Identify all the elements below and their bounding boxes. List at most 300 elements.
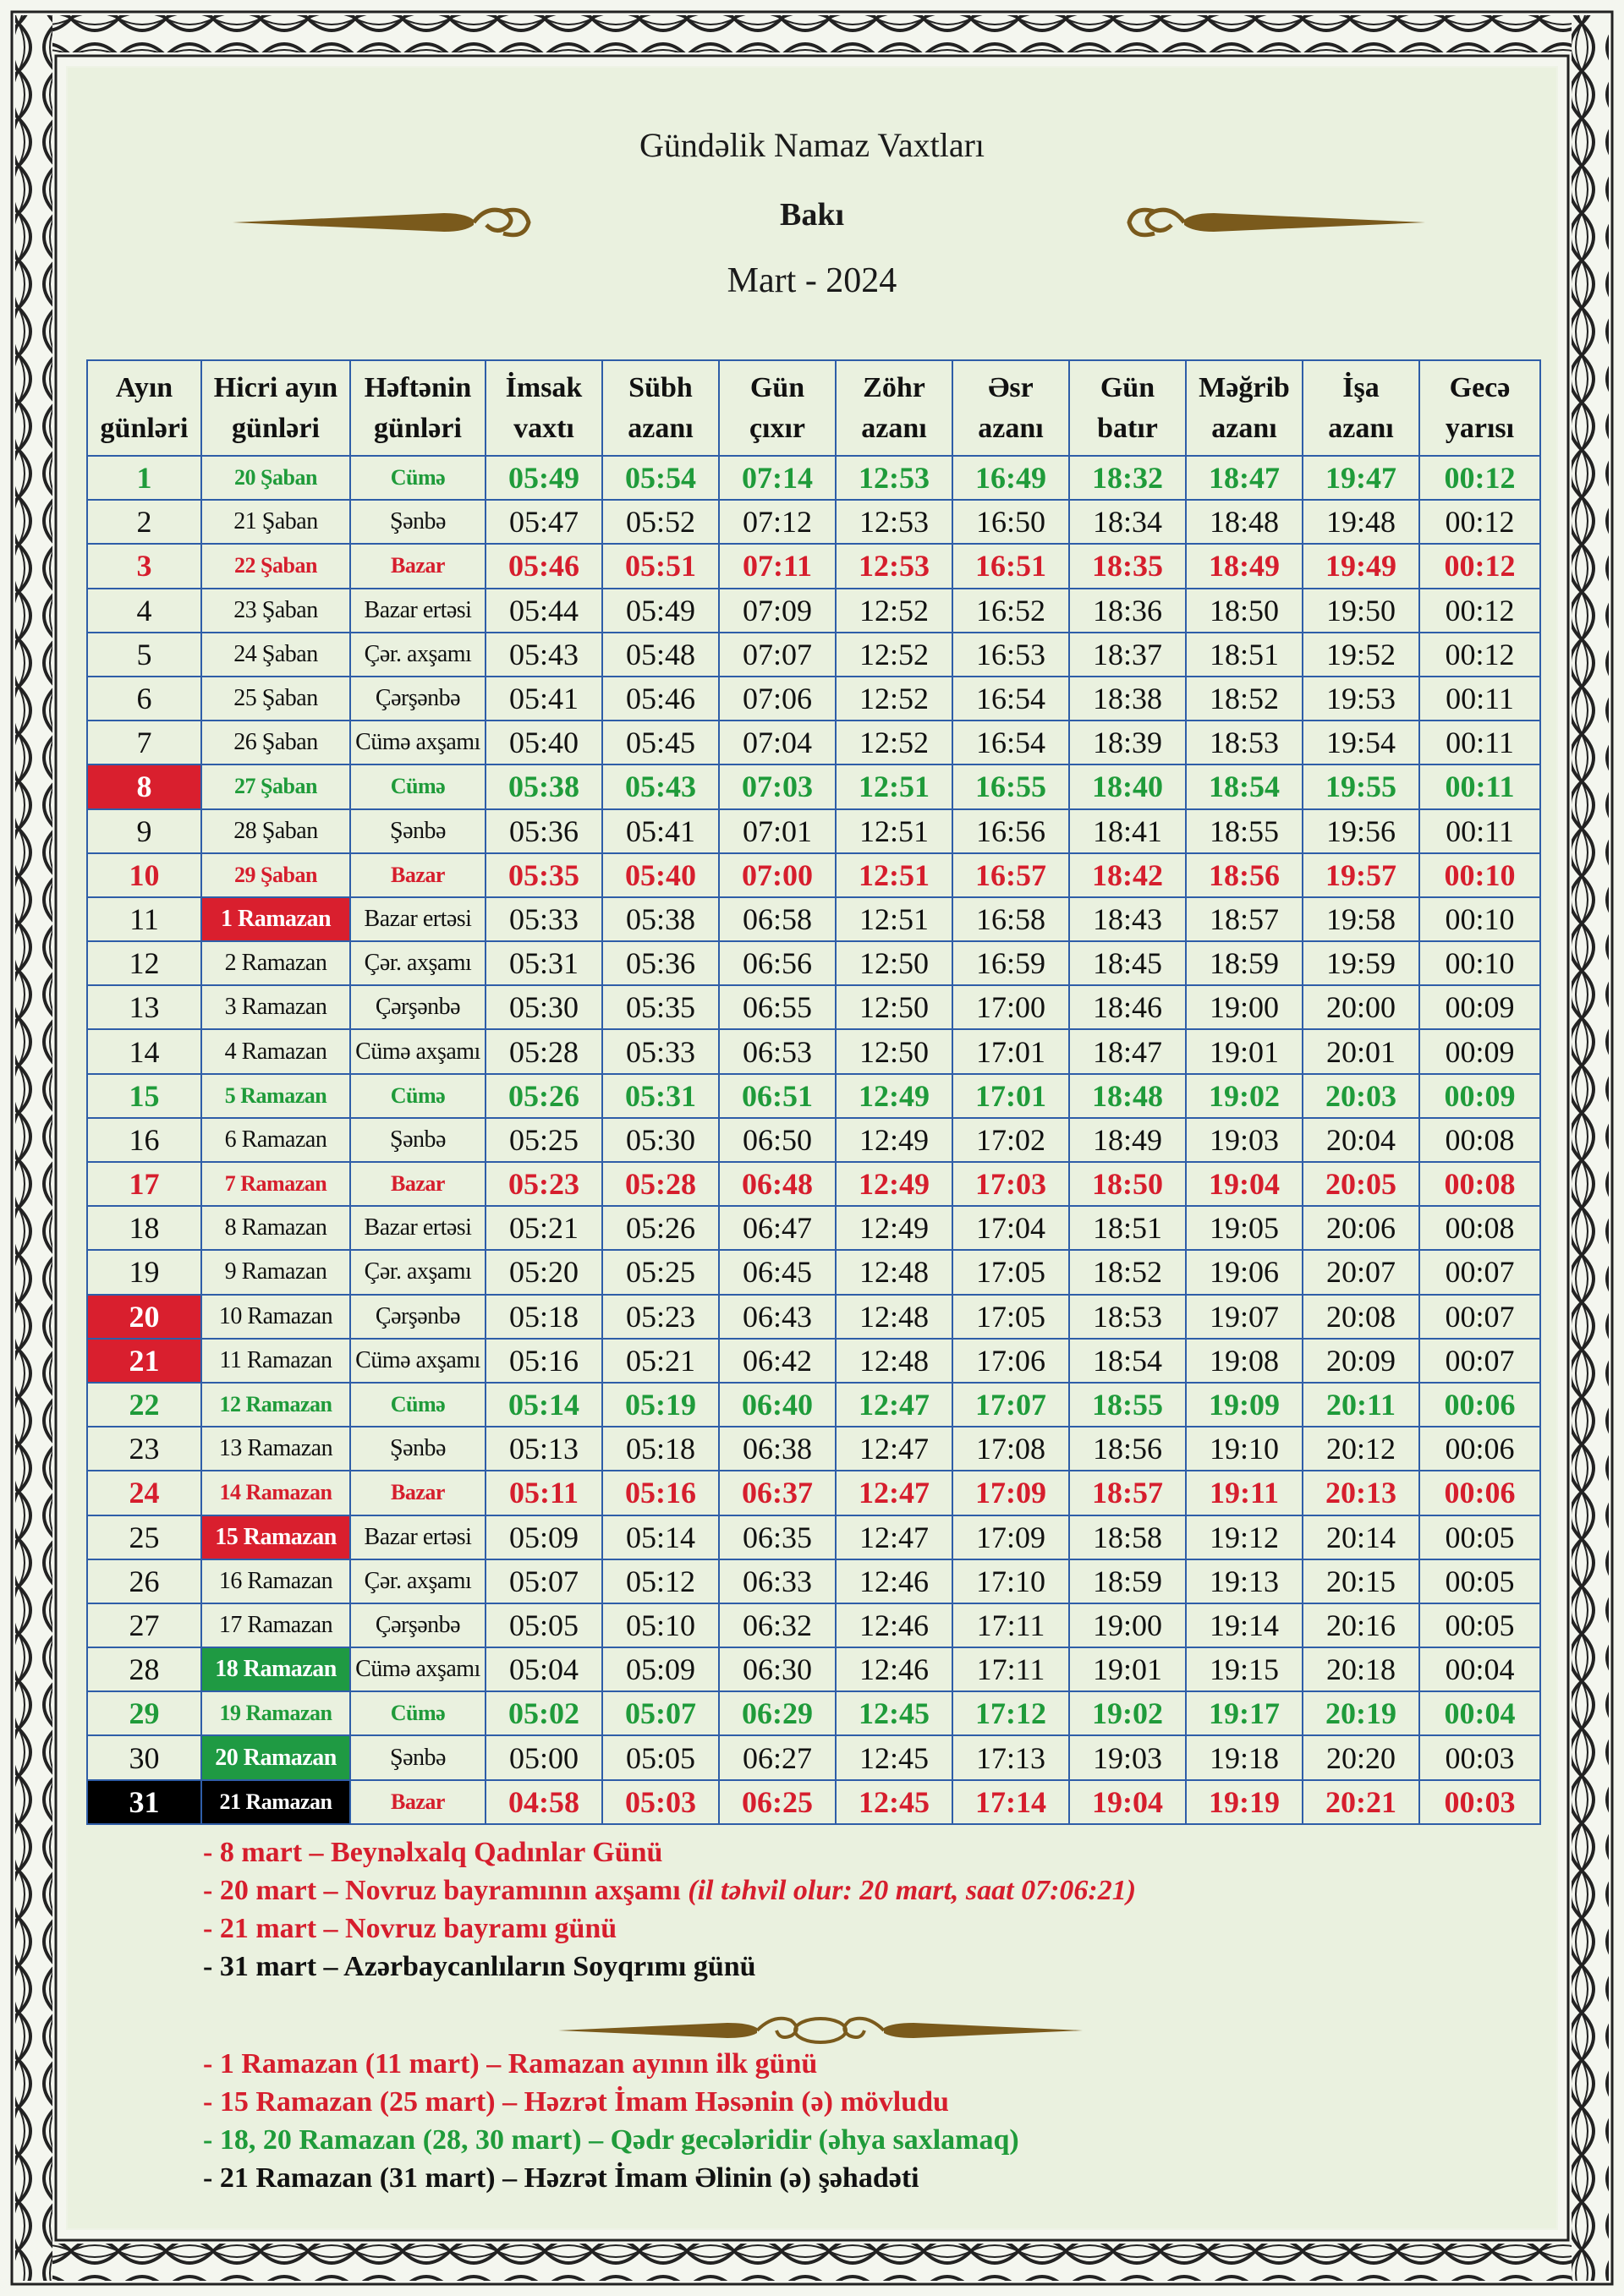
table-body — [87, 456, 1540, 1824]
cell-sunset: 18:43 — [1069, 897, 1186, 941]
cell-subh: 05:43 — [602, 764, 719, 808]
cell-imsak: 05:25 — [486, 1118, 602, 1162]
cell-hijri-day: 12 Ramazan — [201, 1383, 350, 1427]
cell-sunset: 18:36 — [1069, 589, 1186, 633]
cell-isha: 20:11 — [1303, 1383, 1419, 1427]
note-text: - 20 mart – Novruz bayramının axşamı — [203, 1875, 689, 1906]
table-row — [87, 1691, 1540, 1735]
column-header-line: Əsr — [988, 371, 1034, 403]
column-header-line: vaxtı — [513, 412, 574, 444]
cell-asr: 17:11 — [952, 1647, 1069, 1691]
cell-maghrib: 18:57 — [1186, 897, 1303, 941]
cell-midnight: 00:09 — [1419, 1029, 1540, 1073]
cell-day: 15 — [87, 1074, 201, 1118]
cell-midnight: 00:12 — [1419, 500, 1540, 544]
cell-day: 27 — [87, 1603, 201, 1647]
cell-isha: 19:52 — [1303, 633, 1419, 677]
cell-subh: 05:49 — [602, 589, 719, 633]
table-row — [87, 633, 1540, 677]
cell-imsak: 05:43 — [486, 633, 602, 677]
cell-day: 20 — [87, 1295, 201, 1339]
cell-subh: 05:41 — [602, 809, 719, 853]
table-row — [87, 1295, 1540, 1339]
cell-sunrise: 06:56 — [719, 941, 836, 985]
cell-isha: 19:56 — [1303, 809, 1419, 853]
cell-maghrib: 18:52 — [1186, 677, 1303, 721]
column-header-line: günləri — [374, 412, 462, 444]
calendar-content — [68, 68, 1556, 2228]
cell-isha: 20:00 — [1303, 985, 1419, 1029]
cell-weekday: Bazar — [350, 1780, 486, 1824]
page-title: Gündəlik Namaz Vaxtları — [639, 126, 985, 164]
cell-midnight: 00:09 — [1419, 1074, 1540, 1118]
cell-asr: 17:11 — [952, 1603, 1069, 1647]
cell-sunrise: 06:32 — [719, 1603, 836, 1647]
cell-subh: 05:23 — [602, 1295, 719, 1339]
cell-asr: 17:06 — [952, 1339, 1069, 1383]
cell-sunset: 19:04 — [1069, 1780, 1186, 1824]
holiday-notes — [203, 1833, 1136, 1986]
table-row — [87, 809, 1540, 853]
cell-maghrib: 19:02 — [1186, 1074, 1303, 1118]
cell-sunrise: 07:06 — [719, 677, 836, 721]
cell-midnight: 00:12 — [1419, 544, 1540, 588]
cell-asr: 17:04 — [952, 1206, 1069, 1250]
cell-imsak: 05:14 — [486, 1383, 602, 1427]
cell-asr: 17:10 — [952, 1559, 1069, 1603]
note-item — [203, 1833, 1136, 1871]
cell-maghrib: 19:07 — [1186, 1295, 1303, 1339]
column-header-maghrib — [1186, 360, 1303, 456]
column-header-day — [87, 360, 201, 456]
cell-maghrib: 18:53 — [1186, 721, 1303, 764]
cell-sunset: 18:54 — [1069, 1339, 1186, 1383]
cell-imsak: 05:33 — [486, 897, 602, 941]
cell-sunrise: 07:01 — [719, 809, 836, 853]
cell-isha: 19:48 — [1303, 500, 1419, 544]
cell-hijri-day: 1 Ramazan — [201, 897, 350, 941]
cell-weekday: Bazar ertəsi — [350, 1515, 486, 1559]
cell-isha: 20:05 — [1303, 1162, 1419, 1206]
cell-maghrib: 19:09 — [1186, 1383, 1303, 1427]
cell-day: 8 — [87, 764, 201, 808]
note-extra: (il təhvil olur: 20 mart, saat 07:06:21) — [688, 1875, 1137, 1906]
cell-hijri-day: 19 Ramazan — [201, 1691, 350, 1735]
column-header-line: azanı — [628, 412, 694, 444]
cell-imsak: 05:04 — [486, 1647, 602, 1691]
table-row — [87, 1339, 1540, 1383]
cell-isha: 20:04 — [1303, 1118, 1419, 1162]
column-header-line: azanı — [1328, 412, 1394, 444]
cell-subh: 05:21 — [602, 1339, 719, 1383]
cell-subh: 05:03 — [602, 1780, 719, 1824]
cell-imsak: 05:28 — [486, 1029, 602, 1073]
cell-subh: 05:30 — [602, 1118, 719, 1162]
cell-midnight: 00:12 — [1419, 589, 1540, 633]
cell-subh: 05:52 — [602, 500, 719, 544]
cell-imsak: 05:47 — [486, 500, 602, 544]
cell-asr: 17:02 — [952, 1118, 1069, 1162]
cell-maghrib: 19:00 — [1186, 985, 1303, 1029]
cell-subh: 05:33 — [602, 1029, 719, 1073]
cell-sunset: 18:52 — [1069, 1250, 1186, 1294]
cell-isha: 20:07 — [1303, 1250, 1419, 1294]
cell-zuhr: 12:47 — [836, 1427, 952, 1471]
cell-hijri-day: 2 Ramazan — [201, 941, 350, 985]
cell-imsak: 05:05 — [486, 1603, 602, 1647]
cell-sunrise: 06:45 — [719, 1250, 836, 1294]
note-text: - 21 mart – Novruz bayramı günü — [203, 1913, 617, 1944]
column-header-imsak — [486, 360, 602, 456]
cell-zuhr: 12:46 — [836, 1603, 952, 1647]
cell-midnight: 00:12 — [1419, 456, 1540, 500]
cell-hijri-day: 21 Şaban — [201, 500, 350, 544]
cell-hijri-day: 20 Şaban — [201, 456, 350, 500]
cell-asr: 17:09 — [952, 1471, 1069, 1515]
cell-hijri-day: 17 Ramazan — [201, 1603, 350, 1647]
cell-zuhr: 12:49 — [836, 1074, 952, 1118]
cell-sunrise: 06:25 — [719, 1780, 836, 1824]
cell-day: 24 — [87, 1471, 201, 1515]
prayer-times-table — [86, 359, 1541, 1825]
cell-weekday: Çər. axşamı — [350, 633, 486, 677]
cell-day: 6 — [87, 677, 201, 721]
cell-weekday: Şənbə — [350, 1735, 486, 1779]
cell-imsak: 05:00 — [486, 1735, 602, 1779]
column-header-line: Ayın — [115, 371, 173, 403]
cell-midnight: 00:10 — [1419, 941, 1540, 985]
cell-isha: 20:06 — [1303, 1206, 1419, 1250]
cell-hijri-day: 29 Şaban — [201, 853, 350, 897]
cell-hijri-day: 6 Ramazan — [201, 1118, 350, 1162]
cell-subh: 05:28 — [602, 1162, 719, 1206]
cell-maghrib: 19:14 — [1186, 1603, 1303, 1647]
cell-midnight: 00:06 — [1419, 1471, 1540, 1515]
column-header-line: günləri — [232, 412, 320, 444]
column-header-midnight — [1419, 360, 1540, 456]
cell-isha: 19:50 — [1303, 589, 1419, 633]
cell-sunset: 18:46 — [1069, 985, 1186, 1029]
cell-asr: 16:59 — [952, 941, 1069, 985]
cell-imsak: 05:30 — [486, 985, 602, 1029]
cell-zuhr: 12:51 — [836, 809, 952, 853]
cell-sunrise: 06:55 — [719, 985, 836, 1029]
cell-imsak: 05:31 — [486, 941, 602, 985]
cell-maghrib: 18:59 — [1186, 941, 1303, 985]
cell-asr: 16:49 — [952, 456, 1069, 500]
cell-sunrise: 06:43 — [719, 1295, 836, 1339]
column-header-line: azanı — [978, 412, 1044, 444]
cell-sunrise: 06:58 — [719, 897, 836, 941]
cell-day: 9 — [87, 809, 201, 853]
cell-day: 7 — [87, 721, 201, 764]
cell-isha: 20:09 — [1303, 1339, 1419, 1383]
cell-maghrib: 19:15 — [1186, 1647, 1303, 1691]
cell-isha: 19:54 — [1303, 721, 1419, 764]
cell-isha: 20:12 — [1303, 1427, 1419, 1471]
note-text: - 8 mart – Beynəlxalq Qadınlar Günü — [203, 1837, 663, 1868]
cell-zuhr: 12:46 — [836, 1559, 952, 1603]
cell-subh: 05:51 — [602, 544, 719, 588]
cell-weekday: Şənbə — [350, 500, 486, 544]
cell-sunset: 18:35 — [1069, 544, 1186, 588]
cell-imsak: 05:49 — [486, 456, 602, 500]
cell-imsak: 05:07 — [486, 1559, 602, 1603]
cell-maghrib: 19:13 — [1186, 1559, 1303, 1603]
cell-asr: 17:09 — [952, 1515, 1069, 1559]
cell-weekday: Çər. axşamı — [350, 1559, 486, 1603]
cell-hijri-day: 10 Ramazan — [201, 1295, 350, 1339]
cell-midnight: 00:10 — [1419, 897, 1540, 941]
table-row — [87, 1515, 1540, 1559]
column-header-line: Sübh — [628, 371, 693, 403]
table-row — [87, 897, 1540, 941]
cell-zuhr: 12:50 — [836, 985, 952, 1029]
cell-weekday: Cümə — [350, 1074, 486, 1118]
cell-isha: 20:18 — [1303, 1647, 1419, 1691]
table-row — [87, 1647, 1540, 1691]
cell-sunrise: 06:42 — [719, 1339, 836, 1383]
cell-zuhr: 12:52 — [836, 589, 952, 633]
cell-asr: 17:05 — [952, 1295, 1069, 1339]
cell-sunset: 18:42 — [1069, 853, 1186, 897]
column-header-isha — [1303, 360, 1419, 456]
cell-imsak: 05:44 — [486, 589, 602, 633]
cell-sunset: 18:32 — [1069, 456, 1186, 500]
cell-asr: 17:12 — [952, 1691, 1069, 1735]
cell-day: 5 — [87, 633, 201, 677]
cell-subh: 05:45 — [602, 721, 719, 764]
cell-weekday: Şənbə — [350, 1427, 486, 1471]
table-row — [87, 589, 1540, 633]
cell-weekday: Çər. axşamı — [350, 941, 486, 985]
cell-midnight: 00:12 — [1419, 633, 1540, 677]
cell-sunrise: 07:04 — [719, 721, 836, 764]
note-item: - 1 Ramazan (11 mart) – Ramazan ayının ilk günü — [203, 2048, 818, 2080]
cell-weekday: Şənbə — [350, 1118, 486, 1162]
cell-midnight: 00:05 — [1419, 1603, 1540, 1647]
cell-midnight: 00:05 — [1419, 1559, 1540, 1603]
cell-weekday: Bazar ertəsi — [350, 897, 486, 941]
cell-day: 17 — [87, 1162, 201, 1206]
cell-sunset: 18:45 — [1069, 941, 1186, 985]
cell-midnight: 00:06 — [1419, 1383, 1540, 1427]
cell-maghrib: 19:05 — [1186, 1206, 1303, 1250]
cell-day: 18 — [87, 1206, 201, 1250]
cell-day: 23 — [87, 1427, 201, 1471]
cell-weekday: Cümə axşamı — [350, 721, 486, 764]
cell-imsak: 05:20 — [486, 1250, 602, 1294]
cell-asr: 16:56 — [952, 809, 1069, 853]
table-row — [87, 1250, 1540, 1294]
cell-imsak: 05:11 — [486, 1471, 602, 1515]
right-ornament — [1121, 201, 1425, 244]
cell-zuhr: 12:46 — [836, 1647, 952, 1691]
cell-subh: 05:12 — [602, 1559, 719, 1603]
cell-subh: 05:07 — [602, 1691, 719, 1735]
cell-sunrise: 06:48 — [719, 1162, 836, 1206]
cell-sunset: 18:58 — [1069, 1515, 1186, 1559]
cell-zuhr: 12:49 — [836, 1118, 952, 1162]
cell-weekday: Cümə — [350, 1383, 486, 1427]
cell-hijri-day: 16 Ramazan — [201, 1559, 350, 1603]
cell-isha: 20:15 — [1303, 1559, 1419, 1603]
cell-hijri-day: 8 Ramazan — [201, 1206, 350, 1250]
cell-sunset: 18:34 — [1069, 500, 1186, 544]
cell-zuhr: 12:47 — [836, 1515, 952, 1559]
table-row — [87, 677, 1540, 721]
table-row — [87, 1427, 1540, 1471]
cell-day: 2 — [87, 500, 201, 544]
cell-isha: 20:16 — [1303, 1603, 1419, 1647]
cell-sunset: 19:02 — [1069, 1691, 1186, 1735]
cell-sunrise: 07:03 — [719, 764, 836, 808]
cell-sunset: 18:48 — [1069, 1074, 1186, 1118]
cell-sunrise: 06:33 — [719, 1559, 836, 1603]
cell-maghrib: 19:03 — [1186, 1118, 1303, 1162]
cell-zuhr: 12:45 — [836, 1691, 952, 1735]
cell-sunrise: 06:29 — [719, 1691, 836, 1735]
cell-weekday: Şənbə — [350, 809, 486, 853]
note-item — [203, 1871, 1136, 1910]
cell-subh: 05:18 — [602, 1427, 719, 1471]
cell-midnight: 00:11 — [1419, 721, 1540, 764]
cell-zuhr: 12:51 — [836, 853, 952, 897]
column-header-line: yarısı — [1445, 412, 1515, 444]
cell-maghrib: 18:50 — [1186, 589, 1303, 633]
cell-midnight: 00:10 — [1419, 853, 1540, 897]
cell-subh: 05:31 — [602, 1074, 719, 1118]
cell-day: 14 — [87, 1029, 201, 1073]
cell-weekday: Bazar ertəsi — [350, 1206, 486, 1250]
cell-midnight: 00:05 — [1419, 1515, 1540, 1559]
cell-sunset: 18:49 — [1069, 1118, 1186, 1162]
table-row — [87, 1206, 1540, 1250]
cell-maghrib: 19:01 — [1186, 1029, 1303, 1073]
cell-asr: 17:08 — [952, 1427, 1069, 1471]
table-row — [87, 985, 1540, 1029]
cell-asr: 16:53 — [952, 633, 1069, 677]
cell-asr: 17:14 — [952, 1780, 1069, 1824]
cell-asr: 16:54 — [952, 677, 1069, 721]
cell-midnight: 00:04 — [1419, 1647, 1540, 1691]
cell-sunrise: 06:51 — [719, 1074, 836, 1118]
cell-sunrise: 06:27 — [719, 1735, 836, 1779]
cell-weekday: Bazar — [350, 544, 486, 588]
cell-hijri-day: 11 Ramazan — [201, 1339, 350, 1383]
cell-hijri-day: 15 Ramazan — [201, 1515, 350, 1559]
cell-midnight: 00:11 — [1419, 764, 1540, 808]
cell-subh: 05:40 — [602, 853, 719, 897]
cell-subh: 05:48 — [602, 633, 719, 677]
cell-weekday: Cümə axşamı — [350, 1029, 486, 1073]
cell-midnight: 00:07 — [1419, 1250, 1540, 1294]
cell-weekday: Bazar — [350, 1162, 486, 1206]
column-header-line: batır — [1097, 412, 1158, 444]
cell-zuhr: 12:48 — [836, 1250, 952, 1294]
cell-asr: 16:54 — [952, 721, 1069, 764]
cell-day: 16 — [87, 1118, 201, 1162]
column-header-line: günləri — [100, 412, 189, 444]
cell-asr: 17:01 — [952, 1074, 1069, 1118]
cell-midnight: 00:11 — [1419, 677, 1540, 721]
cell-subh: 05:10 — [602, 1603, 719, 1647]
cell-asr: 17:01 — [952, 1029, 1069, 1073]
table-row — [87, 544, 1540, 588]
cell-hijri-day: 3 Ramazan — [201, 985, 350, 1029]
cell-midnight: 00:04 — [1419, 1691, 1540, 1735]
cell-subh: 05:35 — [602, 985, 719, 1029]
cell-day: 21 — [87, 1339, 201, 1383]
column-header-line: Hicri ayın — [213, 371, 338, 403]
table-row — [87, 721, 1540, 764]
cell-day: 26 — [87, 1559, 201, 1603]
cell-day: 19 — [87, 1250, 201, 1294]
cell-zuhr: 12:51 — [836, 897, 952, 941]
cell-imsak: 05:23 — [486, 1162, 602, 1206]
cell-weekday: Cümə — [350, 1691, 486, 1735]
cell-hijri-day: 26 Şaban — [201, 721, 350, 764]
table-row — [87, 1603, 1540, 1647]
cell-maghrib: 19:19 — [1186, 1780, 1303, 1824]
table-header-row — [87, 360, 1540, 456]
cell-weekday: Bazar — [350, 1471, 486, 1515]
table-row — [87, 1780, 1540, 1824]
cell-sunrise: 07:11 — [719, 544, 836, 588]
cell-day: 28 — [87, 1647, 201, 1691]
cell-isha: 19:55 — [1303, 764, 1419, 808]
cell-imsak: 05:13 — [486, 1427, 602, 1471]
cell-sunset: 18:59 — [1069, 1559, 1186, 1603]
cell-isha: 20:03 — [1303, 1074, 1419, 1118]
cell-sunset: 18:53 — [1069, 1295, 1186, 1339]
cell-imsak: 05:18 — [486, 1295, 602, 1339]
cell-day: 4 — [87, 589, 201, 633]
cell-sunrise: 06:30 — [719, 1647, 836, 1691]
cell-sunset: 18:55 — [1069, 1383, 1186, 1427]
cell-maghrib: 18:56 — [1186, 853, 1303, 897]
cell-subh: 05:36 — [602, 941, 719, 985]
cell-day: 31 — [87, 1780, 201, 1824]
cell-sunrise: 06:38 — [719, 1427, 836, 1471]
cell-sunset: 18:38 — [1069, 677, 1186, 721]
cell-sunset: 18:39 — [1069, 721, 1186, 764]
cell-day: 10 — [87, 853, 201, 897]
cell-isha: 19:57 — [1303, 853, 1419, 897]
cell-midnight: 00:11 — [1419, 809, 1540, 853]
cell-zuhr: 12:50 — [836, 941, 952, 985]
cell-sunset: 18:37 — [1069, 633, 1186, 677]
cell-subh: 05:25 — [602, 1250, 719, 1294]
cell-zuhr: 12:49 — [836, 1206, 952, 1250]
cell-subh: 05:16 — [602, 1471, 719, 1515]
column-header-line: İşa — [1342, 371, 1380, 403]
cell-maghrib: 18:47 — [1186, 456, 1303, 500]
table-row — [87, 1162, 1540, 1206]
cell-hijri-day: 9 Ramazan — [201, 1250, 350, 1294]
cell-imsak: 05:38 — [486, 764, 602, 808]
table-row — [87, 500, 1540, 544]
ramadan-notes — [203, 2045, 1019, 2197]
cell-weekday: Bazar — [350, 853, 486, 897]
cell-sunrise: 06:50 — [719, 1118, 836, 1162]
cell-weekday: Çərşənbə — [350, 985, 486, 1029]
cell-day: 11 — [87, 897, 201, 941]
cell-weekday: Cümə axşamı — [350, 1339, 486, 1383]
cell-maghrib: 19:06 — [1186, 1250, 1303, 1294]
cell-weekday: Çər. axşamı — [350, 1250, 486, 1294]
cell-imsak: 04:58 — [486, 1780, 602, 1824]
